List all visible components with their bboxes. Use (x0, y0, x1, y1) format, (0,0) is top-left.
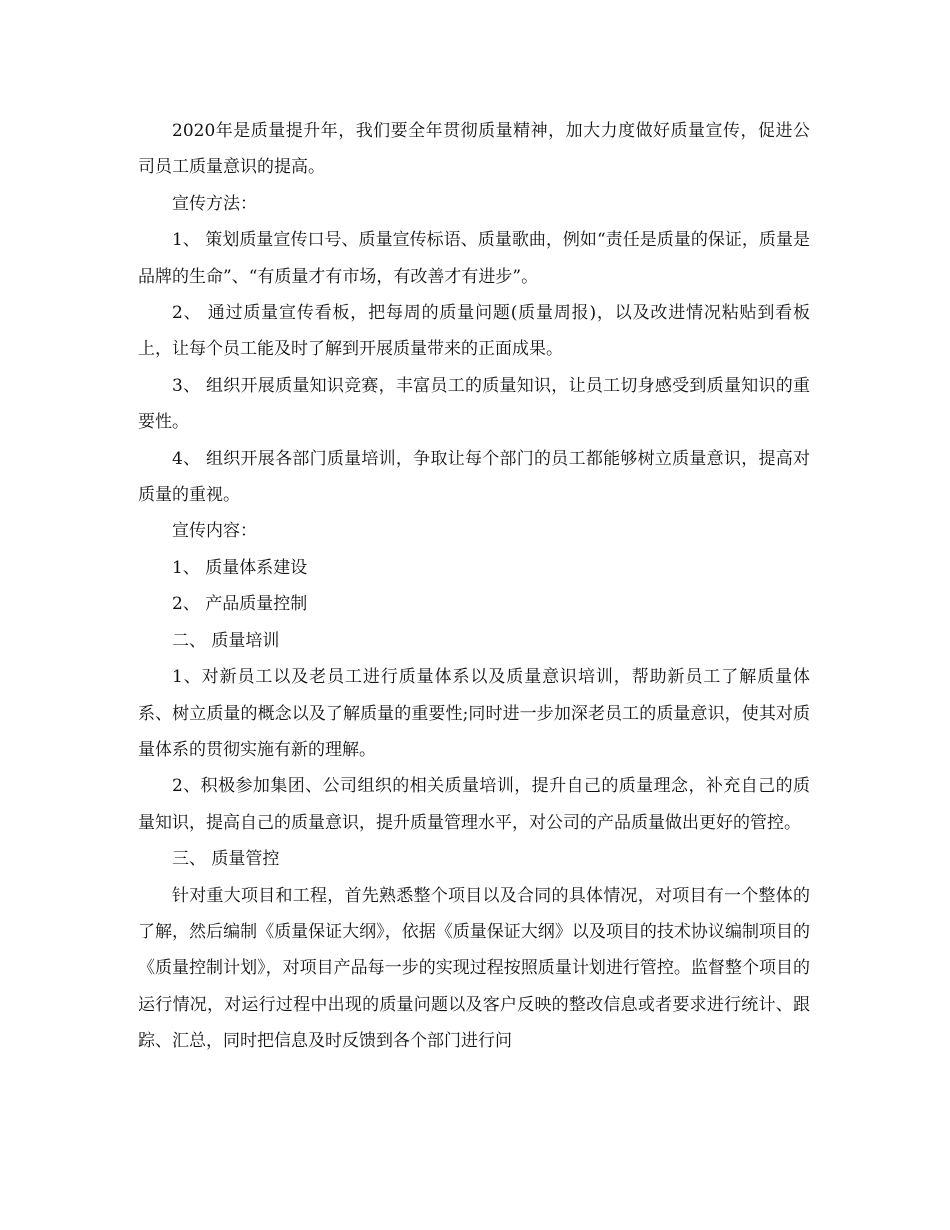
document-page (138, 113, 810, 1060)
paragraph-method-2: 2、 通过质量宣传看板，把每周的质量问题(质量周报)，以及改进情况粘贴到看板上，让每个员工能及时了解到开展质量带来的正面成果。 (138, 303, 810, 360)
paragraph-quality-control: 针对重大项目和工程，首先熟悉整个项目以及合同的具体情况，对项目有一个整体的了解，然后编制《质量保证大纲》，依据《质量保证大纲》以及项目的技术协议编制项目的《质量控制计划》，对项目产品每一步的实现过程按照质量计划进行管控。监督整个项目的运行情况，对运行过程中出现的质量问题以及客户反映的整改信息或者要求进行统计、跟踪、汇总，同时把信息及时反馈到各个部门进行问 (138, 885, 810, 1052)
heading-publicity-content: 宣传内容： (172, 521, 257, 542)
paragraph-intro: 2020年是质量提升年，我们要全年贯彻质量精神，加大力度做好质量宣传，促进公司员工质量意识的提高。 (138, 121, 810, 178)
heading-publicity-methods: 宣传方法： (172, 193, 257, 214)
list-item-content-2: 2、 产品质量控制 (172, 594, 308, 615)
paragraph-training-2: 2、积极参加集团、公司组织的相关质量培训，提升自己的质量理念，补充自己的质量知识，提高自己的质量意识，提升质量管理水平，对公司的产品质量做出更好的管控。 (138, 776, 810, 833)
paragraph-training-1: 1、对新员工以及老员工进行质量体系以及质量意识培训，帮助新员工了解质量体系、树立质量的概念以及了解质量的重要性;同时进一步加深老员工的质量意识，使其对质量体系的贯彻实施有新的理解。 (138, 667, 810, 760)
paragraph-method-1: 1、 策划质量宣传口号、质量宣传标语、质量歌曲，例如“责任是质量的保证，质量是品牌的生命”、“有质量才有市场，有改善才有进步”。 (138, 230, 810, 287)
list-item-content-1: 1、 质量体系建设 (172, 557, 308, 578)
section-heading-quality-control: 三、 质量管控 (172, 849, 280, 870)
section-heading-quality-training: 二、 质量培训 (172, 630, 280, 651)
paragraph-method-3: 3、 组织开展质量知识竞赛，丰富员工的质量知识，让员工切身感受到质量知识的重要性。 (138, 375, 810, 433)
paragraph-method-4: 4、 组织开展各部门质量培训，争取让每个部门的员工都能够树立质量意识，提高对质量的重视。 (138, 448, 810, 506)
